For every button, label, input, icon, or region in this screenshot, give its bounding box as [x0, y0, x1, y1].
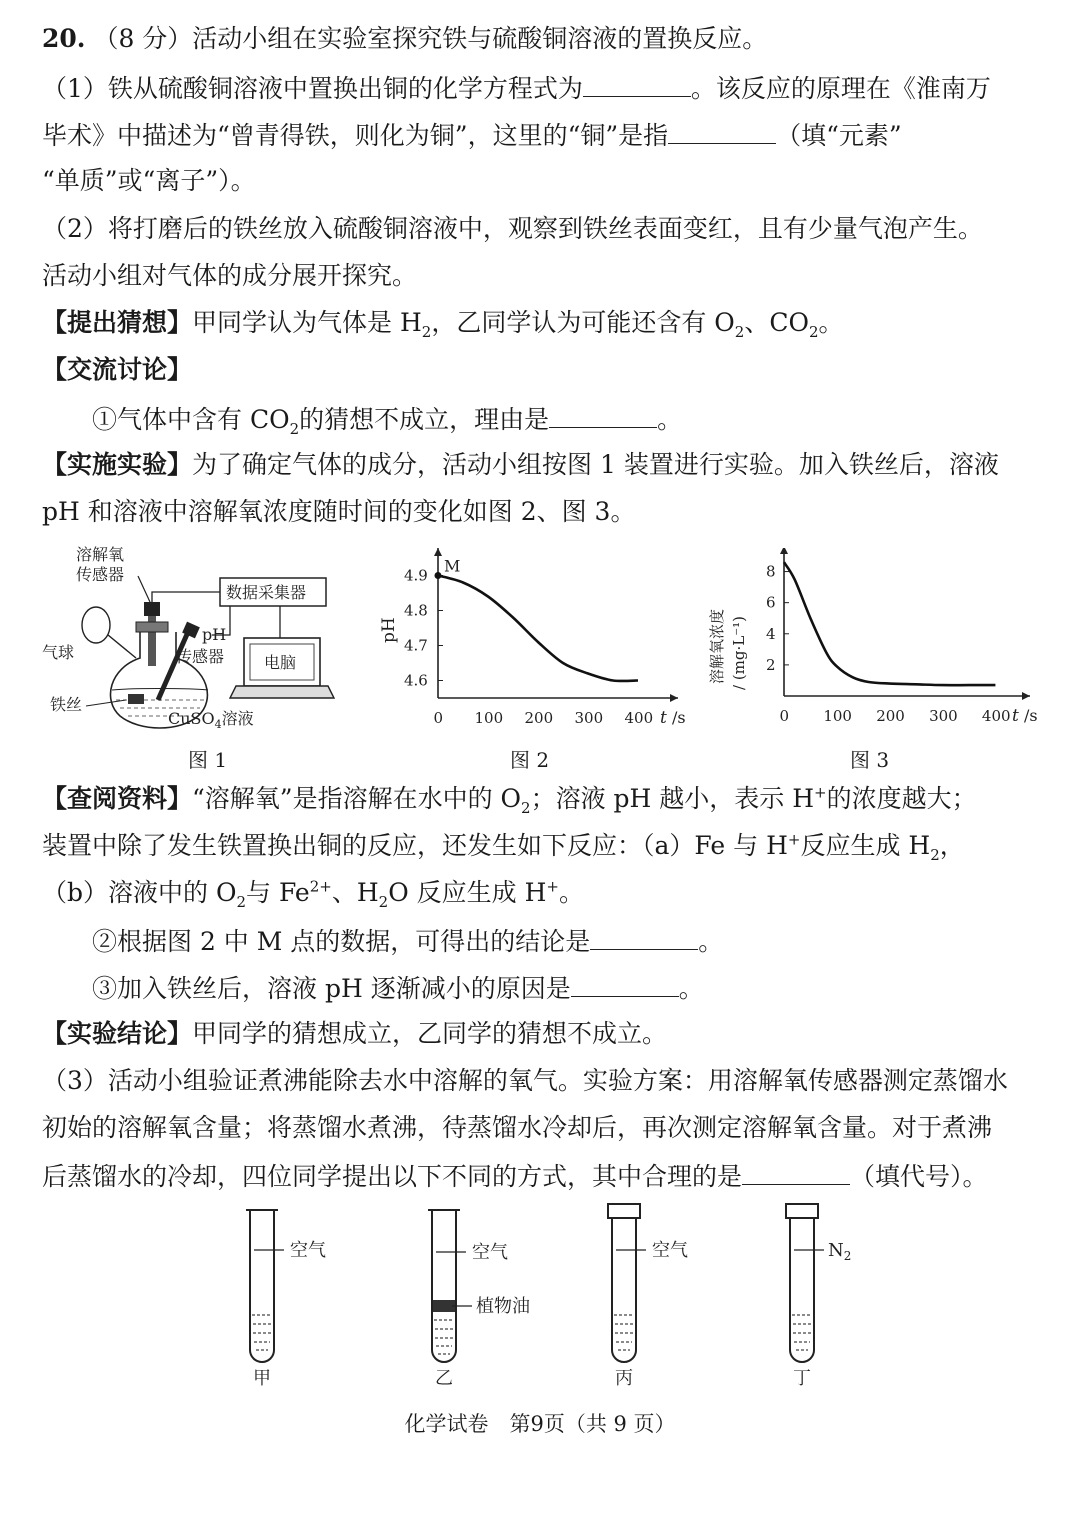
question-ph-decrease-text: ③加入铁丝后，溶液 pH 逐渐减小的原因是 [92, 974, 571, 1003]
part1-line1 [42, 70, 991, 106]
question-m-point-text: ②根据图 2 中 M 点的数据，可得出的结论是 [92, 927, 591, 956]
x-axis-unit: /s [672, 708, 686, 727]
tube-yi-label: 乙 [435, 1368, 453, 1389]
answer-blank-equation[interactable] [583, 70, 691, 97]
reference-line3-text-d: O 反应生成 H [388, 878, 547, 907]
label-solution: CuSO$_4$溶液 [168, 709, 254, 731]
x-tick-label: 200 [524, 709, 554, 727]
answer-blank-cooling[interactable] [742, 1158, 850, 1185]
x-tick-label: 300 [929, 707, 958, 725]
x-axis-arrow [670, 694, 678, 702]
y-axis-arrow [434, 548, 442, 556]
y-tick-label: 4.9 [404, 566, 428, 585]
tube-ding [786, 1204, 851, 1389]
part2-line2: 活动小组对气体的成分展开探究。 [42, 261, 418, 290]
y-tick-label: 8 [766, 562, 776, 581]
iron-wire-shape [128, 694, 144, 704]
hypothesis-text-b: ，乙同学认为可能还含有 O [431, 308, 735, 337]
discussion-q1: ①气体中含有 $CO_2$的猜想不成立，理由是 。 [92, 401, 682, 437]
tube-yi-gas: 空气 [472, 1242, 508, 1263]
discussion-q1-text-c: 。 [657, 405, 683, 434]
point-m [435, 572, 442, 579]
y-axis-label: 溶解氧浓度 [708, 608, 726, 684]
reference-line2-text-a: 装置中除了发生铁置换出铜的反应，还发生如下反应：（a）Fe 与 H [42, 831, 788, 860]
tube-bing-stopper [608, 1204, 640, 1218]
part3-line3-end: （填代号）。 [850, 1162, 988, 1191]
reference-line2: 装置中除了发生铁置换出铜的反应，还发生如下反应：（a）Fe 与 H+反应生成 $H_2$， [42, 830, 965, 864]
tube-ding-stopper [786, 1204, 818, 1218]
tube-yi-oil: 植物油 [476, 1296, 530, 1317]
part2-line1: （2）将打磨后的铁丝放入硫酸铜溶液中，观察到铁丝表面变红，且有少量气泡产生。 [42, 214, 983, 243]
reference-line1: 【查阅资料】“溶解氧”是指溶解在水中的 $O_2$；溶液 pH 越小，表示 H+的浓度越大； [42, 783, 977, 817]
hypothesis-text-c: 、CO [744, 308, 809, 337]
y-tick-label: 4.6 [404, 671, 428, 690]
label-iron: 铁丝 [50, 695, 83, 714]
section-tag-discussion: 【交流讨论】 [42, 355, 193, 384]
question-ph-decrease [92, 970, 704, 1006]
section-tag-hypothesis: 【提出猜想】 [42, 308, 193, 337]
reference-line2-text-b: 反应生成 H [800, 831, 931, 860]
figure-2-ph-chart [372, 548, 692, 772]
part1-text-b: 。该反应的原理在《淮南万 [690, 74, 991, 103]
x-tick-label: 0 [433, 709, 444, 727]
tube-jia-label: 甲 [253, 1368, 271, 1389]
y-axis-label: pH [379, 617, 399, 643]
tube-bing [608, 1204, 688, 1389]
conclusion-text: 甲同学的猜想成立，乙同学的猜想不成立。 [192, 1019, 668, 1048]
experiment-line2: pH 和溶液中溶解氧浓度随时间的变化如图 2、图 3。 [42, 497, 636, 526]
x-tick-label: 0 [779, 707, 790, 725]
section-tag-experiment: 【实施实验】 [42, 450, 193, 479]
reference-line2-text-c: ， [939, 831, 965, 860]
x-axis-label: t [1012, 706, 1019, 726]
figure-3-do-chart [700, 548, 1060, 772]
x-tick-label: 300 [574, 709, 604, 727]
discussion-q1-text-a: ①气体中含有 CO [92, 405, 290, 434]
y-tick-label: 2 [766, 655, 776, 674]
do-sensor-probe [144, 602, 160, 616]
reference-text-a: “溶解氧”是指溶解在水中的 O [192, 784, 522, 813]
x-tick-label: 400 [981, 707, 1011, 725]
figure-3-caption: 图 3 [850, 748, 890, 772]
question-ph-decrease-end: 。 [678, 974, 704, 1003]
ph-sensor-probe [158, 632, 188, 700]
label-ph: pH [202, 625, 227, 644]
label-data-collector: 数据采集器 [226, 583, 307, 602]
balloon-shape [82, 607, 110, 643]
x-tick-label: 100 [823, 707, 852, 725]
figure-2-caption: 图 2 [510, 748, 550, 772]
y-axis-arrow [780, 548, 788, 554]
x-tick-label: 100 [474, 709, 504, 727]
hypothesis-text-d: 。 [818, 308, 844, 337]
x-tick-label: 200 [876, 707, 905, 725]
do-curve [784, 562, 995, 685]
label-balloon: 气球 [42, 643, 75, 662]
label-do-sensor2: 传感器 [76, 565, 125, 584]
section-tag-reference: 【查阅资料】 [42, 784, 193, 813]
oil-layer [433, 1300, 455, 1312]
conclusion-line [42, 1017, 667, 1051]
y-tick-label: 4 [766, 624, 776, 643]
part3-line2: 初始的溶解氧含量；将蒸馏水煮沸，待蒸馏水冷却后，再次测定溶解氧含量。对于煮沸 [42, 1113, 993, 1142]
x-axis-label: t [660, 708, 667, 728]
point-m-label: M [444, 556, 461, 576]
test-tubes-figure [220, 1200, 880, 1390]
x-tick-label: 400 [624, 709, 654, 727]
answer-blank-ph-reason[interactable] [571, 970, 679, 997]
y-axis-unit: / (mg·L⁻¹) [730, 615, 748, 690]
tube-jia-gas: 空气 [290, 1240, 326, 1261]
part1-line3: “单质”或“离子”）。 [42, 166, 256, 195]
tube-yi [428, 1210, 530, 1389]
reference-line3: （b）溶液中的 $O_2$与 $Fe^{2+}$、$H_2O$ 反应生成 H+。 [42, 877, 585, 911]
tube-ding-label: 丁 [793, 1368, 811, 1389]
reference-line3-text-a: （b）溶液中的 O [42, 878, 237, 907]
experiment-text: 为了确定气体的成分，活动小组按图 1 装置进行实验。加入铁丝后，溶液 [192, 450, 999, 479]
ph-curve [438, 576, 638, 682]
x-axis-unit: /s [1024, 706, 1038, 725]
hypothesis-text-a: 甲同学认为气体是 H [192, 308, 422, 337]
part3-line3-text: 后蒸馏水的冷却，四位同学提出以下不同的方式，其中合理的是 [42, 1162, 743, 1191]
answer-blank-copper[interactable] [668, 117, 776, 144]
y-tick-label: 4.8 [404, 601, 428, 620]
computer-keyboard [230, 686, 334, 698]
reference-text-c: 的浓度越大； [826, 784, 977, 813]
x-axis-arrow [1022, 692, 1030, 700]
label-do-sensor: 溶解氧 [76, 545, 125, 564]
question-m-point-end: 。 [698, 927, 724, 956]
answer-blank-m-point[interactable] [590, 923, 698, 950]
y-tick-label: 4.7 [404, 636, 428, 655]
part3-line3 [42, 1158, 988, 1194]
y-tick-label: 6 [766, 593, 776, 612]
label-computer: 电脑 [264, 653, 297, 672]
tube-bing-label: 丙 [615, 1368, 633, 1389]
part3-line1: （3）活动小组验证煮沸能除去水中溶解的氧气。实验方案：用溶解氧传感器测定蒸馏水 [42, 1066, 1008, 1095]
ph-chart-svg [372, 548, 692, 738]
experiment-line1 [42, 448, 999, 482]
reference-line3-text-e: 。 [559, 878, 585, 907]
discussion-q1-text-b: 的猜想不成立，理由是 [299, 405, 550, 434]
figure-1-apparatus [40, 540, 340, 772]
tube-ding-gas: $N_2$ [828, 1240, 852, 1263]
hypothesis-line: 【提出猜想】甲同学认为气体是 $H_2$，乙同学认为可能还含有 $O_2$、$CO_2$。 [42, 308, 844, 341]
do-chart-svg [700, 548, 1060, 738]
question-title-text: （8 分）活动小组在实验室探究铁与硫酸铜溶液的置换反应。 [93, 24, 768, 53]
part1-text-a: （1）铁从硫酸铜溶液中置换出铜的化学方程式为 [42, 74, 583, 103]
part1-line2-text-a: 毕术》中描述为“曾青得铁，则化为铜”，这里的“铜”是指 [42, 121, 669, 150]
tube-bing-gas: 空气 [652, 1240, 688, 1261]
reference-line3-text-b: 与 Fe [246, 878, 310, 907]
label-ph-sensor: 传感器 [176, 647, 225, 666]
section-tag-conclusion: 【实验结论】 [42, 1019, 193, 1048]
reference-text-b: ；溶液 pH 越小，表示 H [530, 784, 815, 813]
part1-line2-text-b: （填“元素” [776, 121, 902, 150]
figure-1-caption: 图 1 [188, 748, 228, 772]
question-number: 20. [42, 24, 86, 53]
question-title [42, 22, 767, 56]
page-footer: 化学试卷 第9页（共 9 页） [404, 1412, 676, 1436]
part1-line2 [42, 117, 902, 153]
reference-line3-text-c: 、H [331, 878, 379, 907]
tube-jia [246, 1210, 326, 1389]
answer-blank-co2[interactable] [549, 401, 657, 428]
question-m-point [92, 923, 723, 959]
